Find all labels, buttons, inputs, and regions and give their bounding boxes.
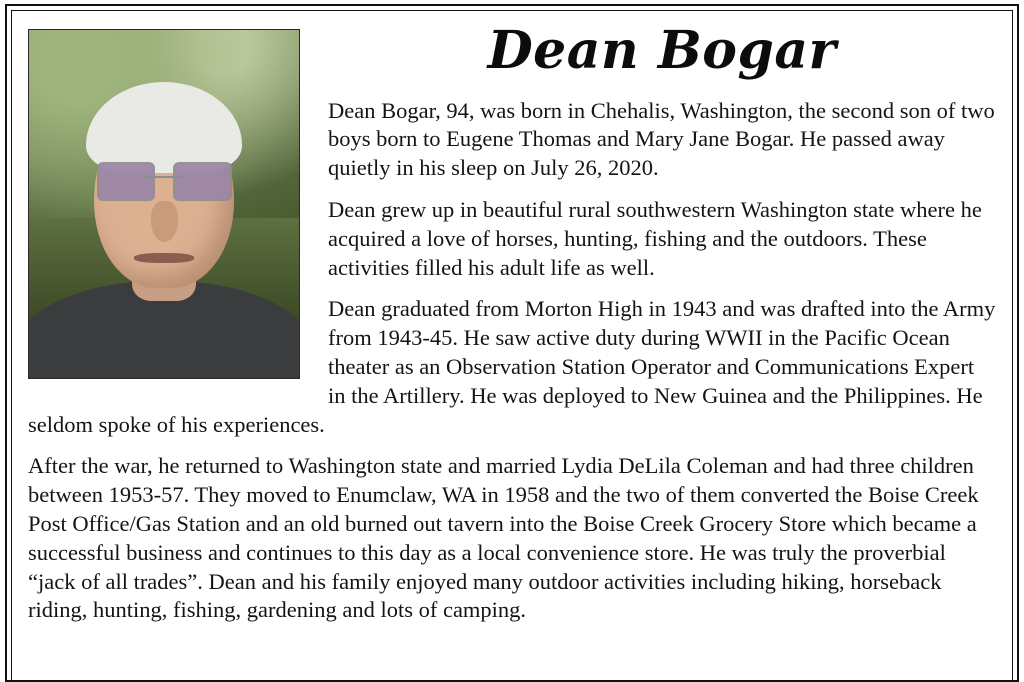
- eyeglass-lens-right: [173, 162, 231, 200]
- obituary-content: [28, 20, 996, 674]
- photo-subject-mouth: [134, 253, 193, 263]
- eyeglass-bridge: [145, 176, 183, 178]
- portrait-photo: [28, 29, 300, 379]
- obituary-paragraph-3: Dean graduated from Morton High in 1943 and was drafted into the Army from 1943-45. He saw active duty during WWII in the Pacific Ocean theater as an Observation Station Operator and Communications Expert in the Artillery. He was deployed to New Guinea and the Philippines. He seldom spoke of his experiences.: [28, 296, 996, 437]
- page-title: Dean Bogar: [487, 20, 837, 81]
- photo-subject-eyeglasses: [97, 162, 232, 200]
- obituary-paragraph-1: Dean Bogar, 94, was born in Chehalis, Washington, the second son of two boys born to Eugene Thomas and Mary Jane Bogar. He passed away quietly in his sleep on July 26, 2020.: [328, 97, 995, 181]
- obituary-paragraph-4: After the war, he returned to Washington state and married Lydia DeLila Coleman and had three children between 1953-57. They moved to Enumclaw, WA in 1958 and the two of them converted the Boise Creek Post Office/Gas Station and an old burned out tavern into the Boise Creek Grocery Store which became a successful business and continues to this day as a local convenience store. He was truly the proverbial “jack of all trades”. Dean and his family enjoyed many outdoor activities including hiking, horseback riding, hunting, fishing, gardening and lots of camping.: [28, 453, 979, 623]
- obituary-paragraph-2: Dean grew up in beautiful rural southwestern Washington state where he acquired a love of horses, hunting, fishing and the outdoors. These activities filled his adult life as well.: [328, 196, 982, 280]
- photo-subject-nose: [151, 201, 178, 243]
- eyeglass-lens-left: [97, 162, 155, 200]
